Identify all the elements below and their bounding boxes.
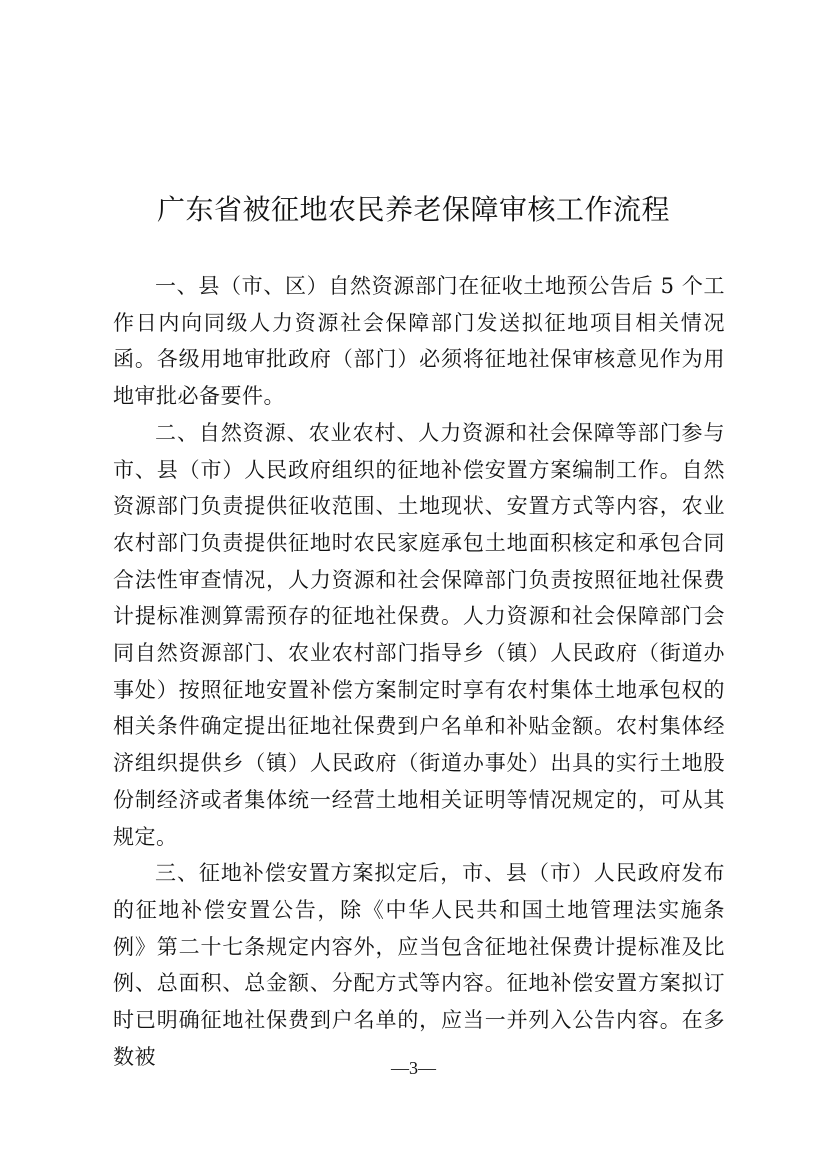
document-body bbox=[113, 268, 725, 1075]
paragraph-1: 一、县（市、区）自然资源部门在征收土地预公告后 5 个工作日内向同级人力资源社会保障部门发送拟征地项目相关情况函。各级用地审批政府（部门）必须将征地社保审核意见作为用地审批必备要件。 bbox=[113, 274, 725, 409]
document-title: 广东省被征地农民养老保障审核工作流程 bbox=[156, 193, 670, 226]
paragraph-2: 二、自然资源、农业农村、人力资源和社会保障等部门参与市、县（市）人民政府组织的征地补偿安置方案编制工作。自然资源部门负责提供征收范围、土地现状、安置方式等内容，农业农村部门负责提供征地时农民家庭承包土地面积核定和承包合同合法性审查情况，人力资源和社会保障部门负责按照征地社保费计提标准测算需预存的征地社保费。人力资源和社会保障部门会同自然资源部门、农业农村部门指导乡（镇）人民政府（街道办事处）按照征地安置补偿方案制定时享有农村集体土地承包权的相关条件确定提出征地社保费到户名单和补贴金额。农村集体经济组织提供乡（镇）人民政府（街道办事处）出具的实行土地股份制经济或者集体统一经营土地相关证明等情况规定的，可从其规定。 bbox=[113, 420, 725, 849]
page-number: —3— bbox=[391, 1058, 436, 1078]
paragraph-3: 三、征地补偿安置方案拟定后，市、县（市）人民政府发布的征地补偿安置公告，除《中华人民共和国土地管理法实施条例》第二十七条规定内容外，应当包含征地社保费计提标准及比例、总面积、总金额、分配方式等内容。征地补偿安置方案拟订时已明确征地社保费到户名单的，应当一并列入公告内容。在多数被 bbox=[113, 861, 725, 1069]
